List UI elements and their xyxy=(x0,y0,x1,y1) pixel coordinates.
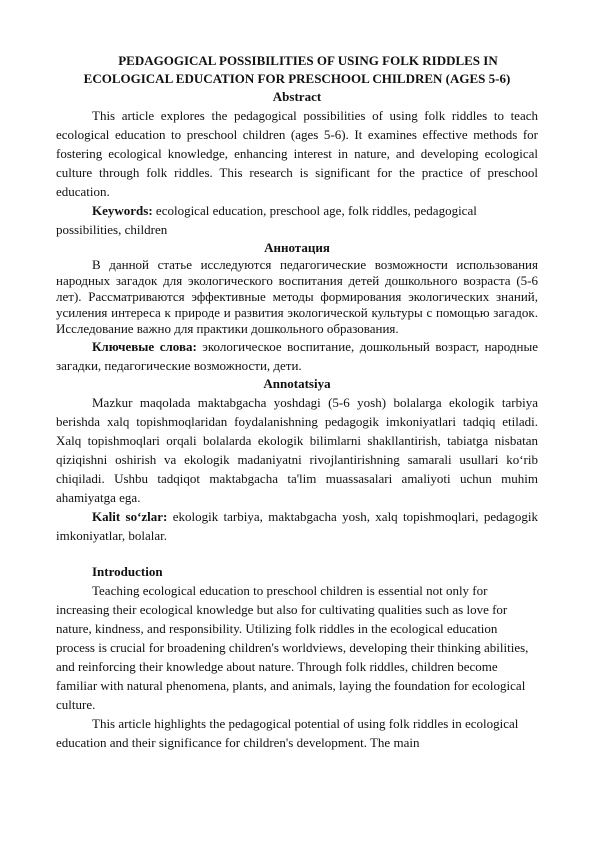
keywords-uz-text: ekologik tarbiya, maktabgacha yosh, xalq topishmoqlari, pedagogik imkoniyatlar, bolalar. xyxy=(56,509,538,543)
section-spacer xyxy=(56,545,538,562)
keywords-ru-paragraph xyxy=(56,337,538,375)
annotation-ru-heading: Аннотация xyxy=(264,240,330,255)
annotation-ru-text: В данной статье исследуются педагогические возможности использования народных загадок для экологического воспитания детей дошкольного возраста (5-6 лет). Рассматриваются эффективные методы формирования экологических знаний, усиления интереса к природе и развития экологической культуры с помощью загадок. Исследование важно для практики дошкольного образования. xyxy=(56,257,538,336)
annotation-uz-text: Mazkur maqolada maktabgacha yoshdagi (5-6 yosh) bolalarga ekologik tarbiya berishda xalq topishmoqlaridan foydalanishning pedagogik imkoniyatlari tadqiq etiladi. Xalq topishmoqlari orqali bolalarda ekologik bilimlarni shakllantirish, tabiatga nisbatan qiziqishni oshirish va ekologik madaniyatni rivojlantirishning samarali usullari ko‘rib chiqiladi. Ushbu tadqiqot maktabgacha ta'lim muassasalari amaliyoti uchun muhim ahamiyatga ega. xyxy=(56,395,538,505)
introduction-heading: Introduction xyxy=(92,564,163,579)
keywords-ru-label: Ключевые слова: xyxy=(92,339,197,354)
document-page xyxy=(56,52,538,752)
abstract-text: This article explores the pedagogical possibilities of using folk riddles to teach ecological education to preschool children (ages 5-6). It examines effective methods for fostering ecological knowledge, enhancing interest in nature, and developing ecological culture through folk riddles. This research is significant for the practice of preschool education. xyxy=(56,108,538,199)
keywords-ru-text: экологическое воспитание, дошкольный возраст, народные загадки, педагогические возможности, дети. xyxy=(56,339,538,373)
title-line-2: ECOLOGICAL EDUCATION FOR PRESCHOOL CHILDREN (AGES 5-6) xyxy=(83,71,511,86)
title-line-1: PEDAGOGICAL POSSIBILITIES OF USING FOLK RIDDLES IN xyxy=(118,53,498,68)
introduction-paragraph-2: This article highlights the pedagogical potential of using folk riddles in ecological education and their significance for children's development. The main xyxy=(56,716,519,750)
keywords-text: ecological education, preschool age, folk riddles, pedagogical possibilities, children xyxy=(56,203,477,237)
introduction-paragraph-1: Teaching ecological education to preschool children is essential not only for increasing their ecological knowledge but also for cultivating qualities such as love for nature, kindness, and responsibility. Utilizing folk riddles in the ecological education process is crucial for broadening children's worldviews, developing their thinking abilities, and reinforcing their knowledge about nature. Through folk riddles, children become familiar with natural phenomena, plants, and animals, laying the foundation for ecological culture. xyxy=(56,583,529,712)
keywords-uz-paragraph xyxy=(56,507,538,545)
keywords-label: Keywords: xyxy=(92,203,153,218)
keywords-uz-label: Kalit so‘zlar: xyxy=(92,509,168,524)
keywords-paragraph xyxy=(56,201,538,239)
article-title xyxy=(56,52,538,88)
annotation-uz-heading: Annotatsiya xyxy=(263,376,331,391)
abstract-heading: Abstract xyxy=(272,89,322,104)
